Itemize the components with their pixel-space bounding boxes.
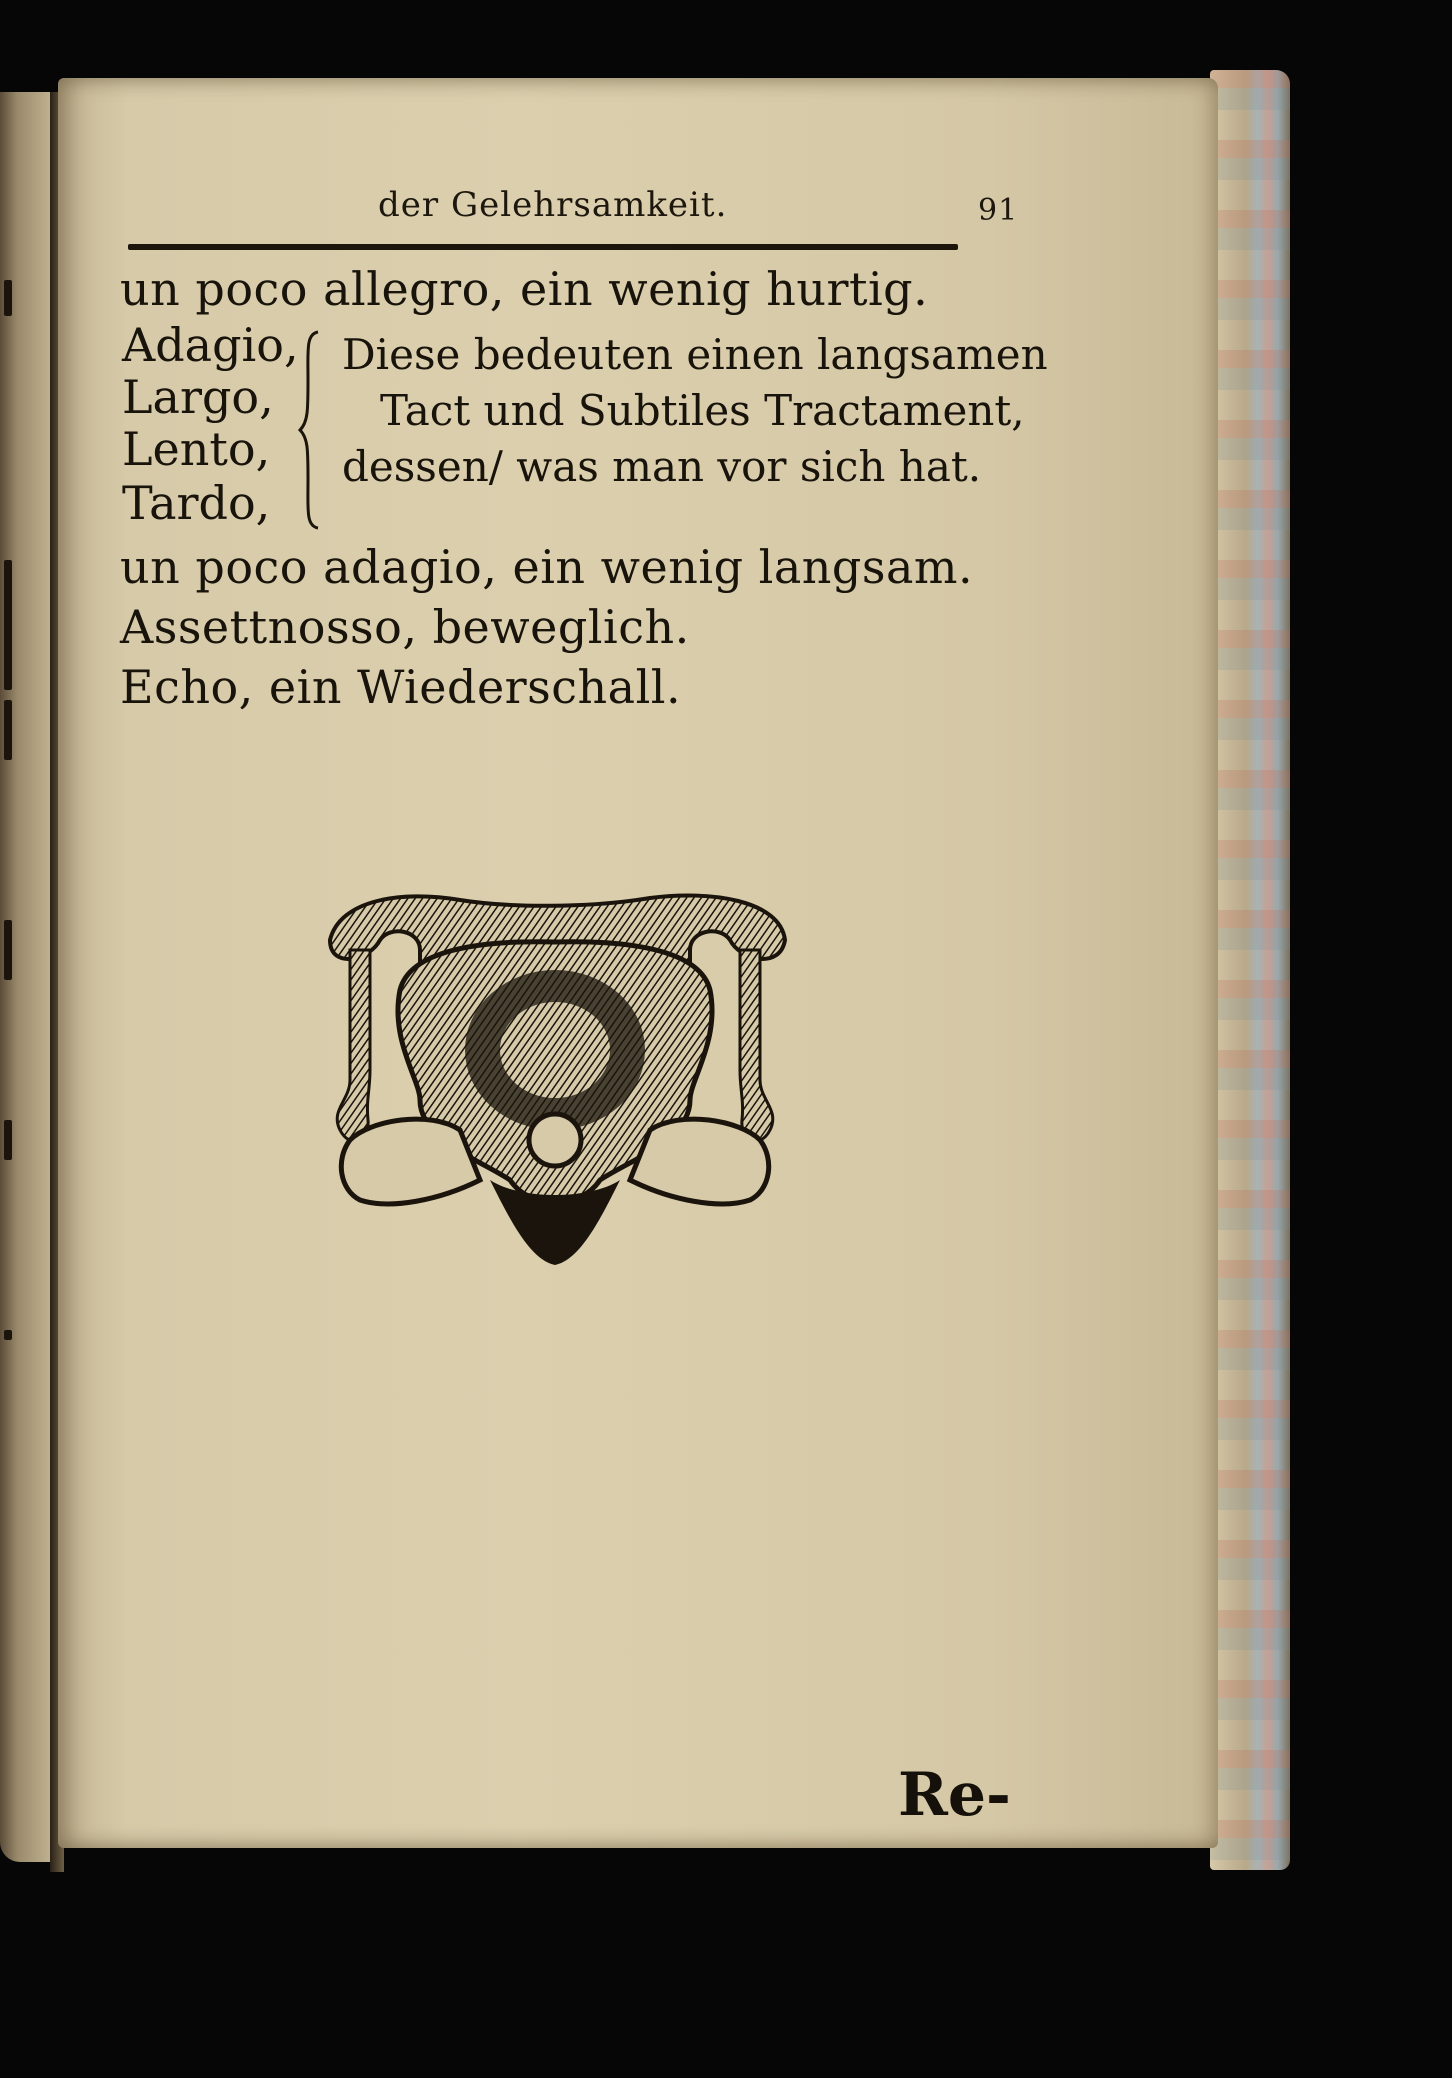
page-number: 91: [978, 193, 1019, 228]
desc-line-1: Diese bedeuten einen langsamen: [342, 330, 1048, 379]
floral-vignette-icon: [310, 880, 800, 1270]
text-line-7: Assettnosso, beweglich.: [120, 600, 690, 654]
fore-edge: [1210, 70, 1290, 1870]
running-title: der Gelehrsamkeit.: [378, 185, 728, 225]
term-tardo: Tardo,: [122, 476, 271, 530]
header-rule: [128, 244, 958, 250]
term-lento: Lento,: [122, 422, 271, 476]
text-line-8: Echo, ein Wiederschall.: [120, 660, 682, 714]
term-adagio: Adagio,: [122, 318, 299, 372]
catchword: Re-: [898, 1760, 1011, 1830]
term-largo: Largo,: [122, 370, 274, 424]
desc-line-2: Tact und Subtiles Tractament,: [380, 386, 1025, 435]
curly-brace-icon: [298, 330, 326, 530]
text-line-1: un poco allegro, ein wenig hurtig.: [120, 262, 929, 316]
desc-line-3: dessen/ was man vor sich hat.: [342, 442, 982, 491]
text-line-6: un poco adagio, ein wenig langsam.: [120, 540, 974, 594]
